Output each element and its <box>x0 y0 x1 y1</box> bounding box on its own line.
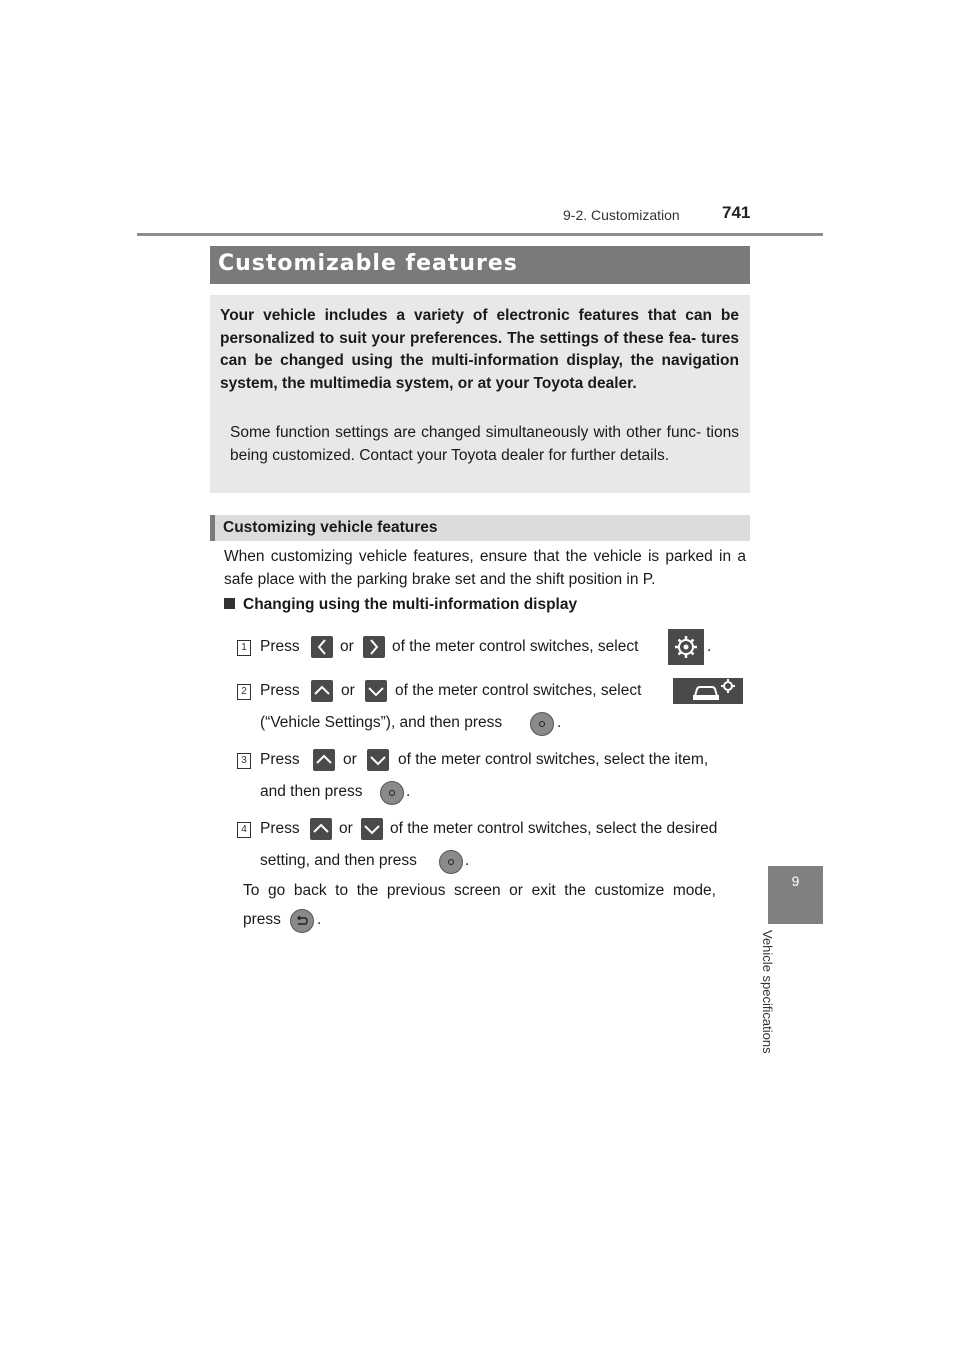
section-title: 9-2. Customization <box>563 207 680 223</box>
up-arrow-icon <box>313 749 335 771</box>
step-2-end: . <box>557 714 562 731</box>
subheading-text: Customizing vehicle features <box>223 519 438 536</box>
step-3-end: . <box>406 783 411 800</box>
step-4-rest: of the meter control switches, select the desired <box>390 820 718 837</box>
bullet-square-icon <box>224 598 235 609</box>
body-paragraph: When customizing vehicle features, ensure that the vehicle is parked in a safe place with the parking brake set and the shift position in P. <box>224 548 746 588</box>
back-button-icon <box>290 909 314 933</box>
intro-note-text: Some function settings are changed simultaneously with other func- tions being customized. Contact your Toyota dealer for further details. <box>230 424 739 464</box>
step-3-line2: and then press <box>260 783 363 800</box>
enter-button-icon <box>439 850 463 874</box>
right-arrow-icon <box>363 636 385 658</box>
chapter-tab[interactable] <box>768 866 823 924</box>
step-2-rest: of the meter control switches, select <box>395 682 642 699</box>
back-note-end: . <box>317 911 322 928</box>
chapter-label: Vehicle specifications <box>760 930 775 1054</box>
bullet-heading <box>224 596 577 614</box>
step-3-press: Press <box>260 751 300 768</box>
header-divider <box>137 233 823 236</box>
down-arrow-icon <box>361 818 383 840</box>
intro-box <box>210 295 750 493</box>
page-title-bar <box>210 246 750 284</box>
down-arrow-icon <box>365 680 387 702</box>
back-note-line1: To go back to the previous screen or exit the customize mode, <box>243 882 716 899</box>
page-title: Customizable features <box>218 251 518 276</box>
left-arrow-icon <box>311 636 333 658</box>
bullet-heading-text: Changing using the multi-information display <box>243 596 578 613</box>
step-4-or: or <box>339 820 353 837</box>
step-1-end: . <box>707 638 712 655</box>
step-3-rest: of the meter control switches, select the item, <box>398 751 709 768</box>
step-1-or: or <box>340 638 354 655</box>
page-number: 741 <box>722 203 751 222</box>
step-3-or: or <box>343 751 357 768</box>
step-4-end: . <box>465 852 470 869</box>
step-number-2: 2 <box>237 684 251 700</box>
vehicle-settings-icon <box>673 678 743 704</box>
step-4-press: Press <box>260 820 300 837</box>
step-2-line2: (“Vehicle Settings”), and then press <box>260 714 503 731</box>
subheading <box>210 515 750 541</box>
step-number-1: 1 <box>237 640 251 656</box>
down-arrow-icon <box>367 749 389 771</box>
enter-button-icon <box>530 712 554 736</box>
gear-icon <box>668 629 704 665</box>
chapter-number: 9 <box>791 873 800 889</box>
up-arrow-icon <box>310 818 332 840</box>
step-2-or: or <box>341 682 355 699</box>
intro-bold-text: Your vehicle includes a variety of electronic features that can be personalized to suit your preferences. The settings of these fea- tures can be changed using the multi-information display, the navigation system, the multimedia system, or at your Toyota dealer. <box>220 307 739 392</box>
up-arrow-icon <box>311 680 333 702</box>
step-number-3: 3 <box>237 753 251 769</box>
step-4-line2: setting, and then press <box>260 852 417 869</box>
step-number-4: 4 <box>237 822 251 838</box>
back-note-line2: press <box>243 911 281 928</box>
step-1-rest: of the meter control switches, select <box>392 638 639 655</box>
enter-button-icon <box>380 781 404 805</box>
step-2-press: Press <box>260 682 300 699</box>
step-1-press: Press <box>260 638 300 655</box>
